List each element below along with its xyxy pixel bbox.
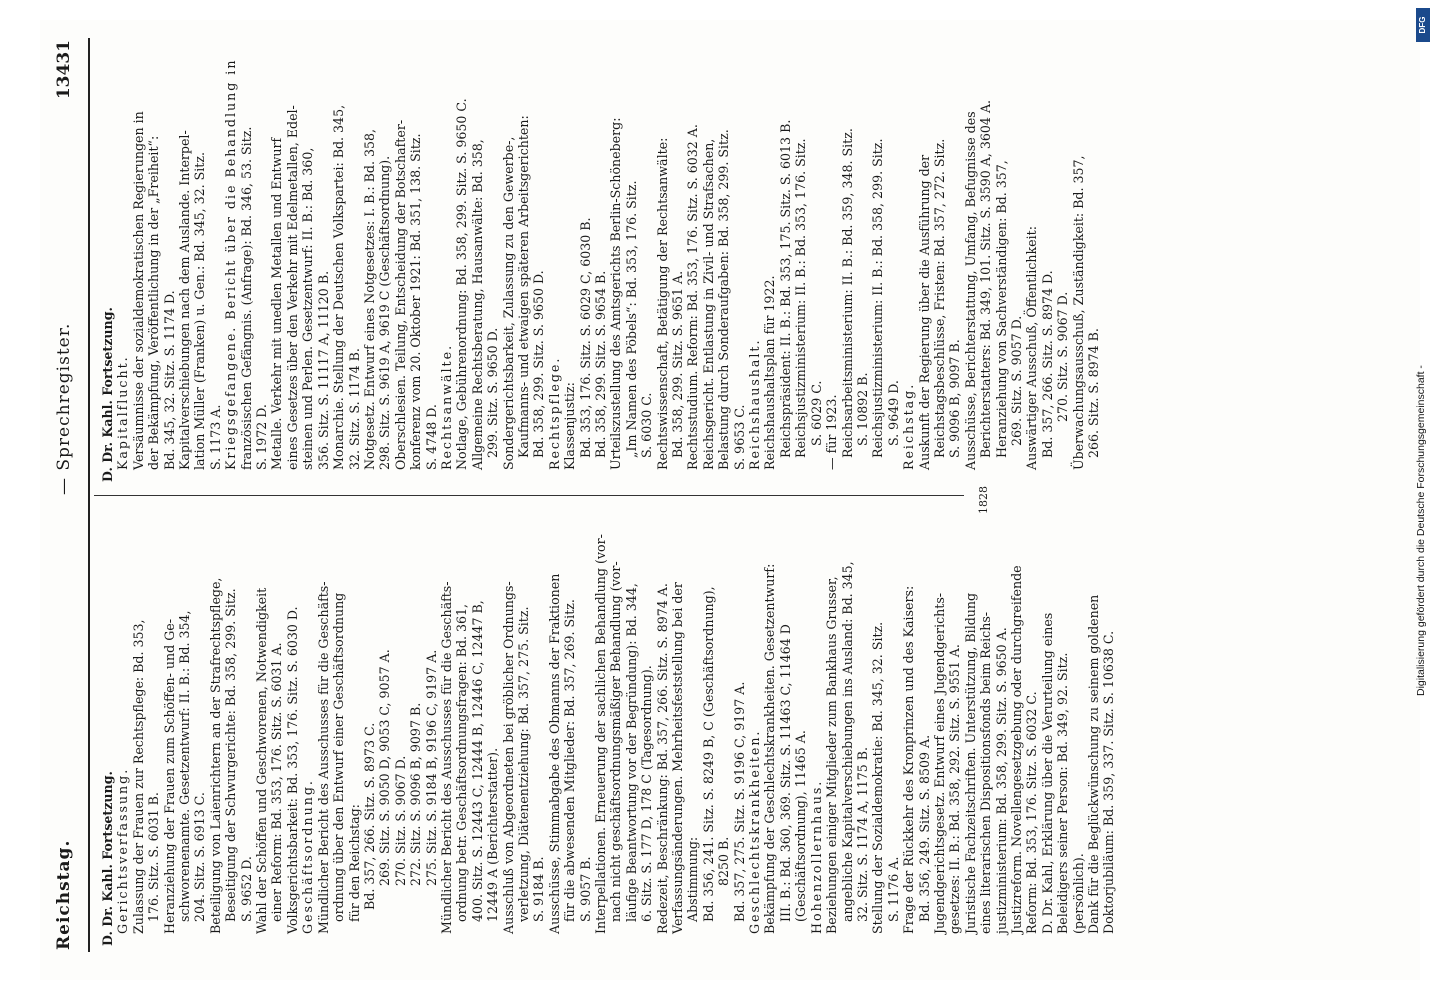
register-entry-line: Frage der Rückkehr des Kronprinzen und des Kaisers: bbox=[901, 585, 917, 934]
register-entry-line: S. 9653 C. bbox=[731, 404, 747, 470]
register-entry-line: Mündlicher Bericht des Ausschusses für die Geschäfts- bbox=[315, 581, 331, 934]
register-entry-line: 266. Sitz. S. 8974 B. bbox=[1086, 328, 1101, 458]
register-entry-line: Bd. 358, 299. Sitz. S. 9651 A. bbox=[670, 270, 686, 458]
register-entry-line: Metalle. Verkehr mit unedlen Metallen und Entwurf bbox=[269, 137, 285, 470]
register-entry-line: Reform: Bd. 353, 176. Sitz. S. 6032 C. bbox=[1024, 691, 1040, 934]
register-entry-line: 299. Sitz. S. 9650 D. bbox=[485, 327, 501, 458]
register-entry-line: Heranziehung von Sachverständigen: Bd. 357, bbox=[993, 160, 1009, 458]
digitization-note bbox=[1408, 6, 1430, 696]
register-entry-line: Bd. 358, 299. Sitz. S. 9654 B. bbox=[593, 270, 608, 458]
register-entry-line: Hohenzollernhaus. bbox=[808, 779, 824, 934]
register-entry-line: 269. Sitz. S. 9057 D. bbox=[1008, 315, 1024, 446]
register-entry-line: Jugendgerichtsgesetz. Entwurf eines Jugendgerichts- bbox=[931, 592, 947, 934]
register-entry-line: Kriegsgefangene. Bericht über die Behandlung in bbox=[223, 58, 239, 470]
register-entry-line: D. Dr. Kahl. Fortsetzung. bbox=[100, 771, 115, 946]
register-entry-line: Kaufmanns- und etwaigen späteren Arbeitsgerichten: bbox=[515, 115, 531, 458]
column-divider bbox=[94, 495, 964, 496]
register-entry-line: 32. Sitz. S. 1174 A, 1175 B. bbox=[854, 746, 870, 922]
register-entry-line: S. 6030 C. bbox=[639, 392, 655, 458]
register-entry-line: Kapitalverschiebungen nach dem Auslande. Interpel- bbox=[177, 130, 193, 470]
register-entry-line: Reichsarbeitsministerium: II. B.: Bd. 359, 348. Sitz. bbox=[839, 128, 855, 458]
register-entry-line: 176. Sitz. S. 6031 B. bbox=[146, 792, 162, 922]
register-entry-line: konferenz vom 20. Oktober 1921: Bd. 351, 138. Sitz. bbox=[408, 133, 424, 470]
register-entry-line: Reichstag. bbox=[901, 382, 917, 470]
register-entry-line: Überwachungsausschuß, Zuständigkeit: Bd. 357, bbox=[1070, 155, 1086, 470]
register-entry-line: S. 9057 B. bbox=[577, 856, 593, 922]
register-entry-line: Reichsjustizministerium: II. B.: Bd. 353, 176. Sitz. bbox=[793, 138, 809, 458]
register-entry-line: 204. Sitz. S. 6913 C. bbox=[192, 792, 208, 922]
register-entry-line: einer Reform: Bd. 353, 176. Sitz. S. 6031 A. bbox=[269, 642, 285, 922]
register-entry-line: Zulassung der Frauen zur Rechtspflege: Bd. 353, bbox=[130, 619, 146, 934]
register-entry-line: S. 9649 D. bbox=[885, 380, 901, 446]
register-entry-line: französischen Gefängnis. (Anfrage): Bd. 346, 53. Sitz. bbox=[238, 126, 254, 470]
register-entry-line: Kapitalflucht. bbox=[115, 355, 131, 470]
register-entry-line: Berichterstatters: Bd. 349, 101. Sitz. S. 3590 A, 3604 A. bbox=[978, 99, 994, 458]
register-entry-line: (persönlich). bbox=[1070, 853, 1086, 934]
register-entry-line: Ausschüsse, Berichterstattung, Umfang, Befugnisse des bbox=[962, 111, 978, 470]
register-entry-line: 12449 A (Berichterstatter). bbox=[485, 747, 501, 922]
register-entry-line: Beleidigers seiner Person: Bd. 349, 92. Sitz. bbox=[1055, 652, 1071, 934]
register-entry-line: Wahl der Schöffen und Geschworenen, Notwendigkeit bbox=[254, 587, 270, 934]
register-entry-line: 400. Sitz. S. 12443 C, 12444 B, 12446 C, 12447 B, bbox=[469, 600, 485, 922]
register-entry-line: lation Müller (Franken) u. Gen.: Bd. 345, 32. Sitz. bbox=[192, 151, 208, 470]
footer-number: 1828 bbox=[977, 486, 990, 514]
register-entry-line: Heranziehung der Frauen zum Schöffen- und Ge- bbox=[161, 619, 177, 934]
register-entry-line: Notlage, Gebührenordnung: Bd. 358, 299. Sitz. S. 9650 C. bbox=[454, 98, 470, 470]
register-entry-line: Reichshaushaltsplan für 1922. bbox=[762, 275, 778, 470]
register-entry-line: Sondergerichtsbarkeit, Zulassung zu den Gewerbe-, bbox=[500, 136, 516, 470]
register-entry-line: Beteiligung von Laienrichtern an der Strafrechtspflege, bbox=[207, 577, 223, 934]
register-entry-line: S. 1176 A. bbox=[885, 856, 901, 922]
register-entry-line: Urteilszustellung des Amtsgerichts Berlin-Schöneberg: bbox=[608, 117, 624, 470]
left-column bbox=[100, 506, 1117, 946]
header-rule bbox=[88, 38, 90, 952]
register-entry-line: ordnung über den Entwurf einer Geschäftsordnung bbox=[331, 592, 347, 922]
header-left: Reichstag. bbox=[54, 839, 74, 950]
register-entry-line: Bd. 357, 266. Sitz. S. 8973 C. bbox=[361, 722, 377, 910]
register-entry-line: Klassenjustiz: bbox=[562, 382, 578, 470]
register-entry-line: Mündlicher Bericht des Ausschusses für die Geschäfts- bbox=[438, 581, 454, 934]
register-entry-line: 298. Sitz. S. 9619 A, 9619 C (Geschäftsordnung). bbox=[377, 155, 393, 470]
register-entry-line: Juristische Fachzeitschriften. Unterstützung, Bildung bbox=[962, 592, 978, 934]
register-entry-line: Geschäftsordnung. bbox=[300, 779, 316, 934]
register-entry-line: schworenenamte. Gesetzentwurf: II. B.: Bd. 354, bbox=[177, 610, 193, 922]
register-entry-line: S. 1173 A. bbox=[207, 404, 223, 470]
register-entry-line: 356. Sitz. S. 11117 A, 11120 B. bbox=[315, 270, 331, 470]
register-entry-line: Abstimmung: bbox=[685, 836, 701, 922]
register-page bbox=[40, 20, 1420, 980]
register-entry-line: Ausschluß von Abgeordneten bei gröblicher Ordnungs- bbox=[500, 581, 516, 934]
register-entry-line: Interpellationen. Erneuerung der sachlichen Behandlung (vor- bbox=[593, 534, 608, 934]
right-column bbox=[100, 42, 1101, 482]
register-entry-line: Reichsjustizministerium: II. B.: Bd. 358, 299. Sitz. bbox=[870, 138, 886, 458]
register-entry-line: für den Reichstag: bbox=[346, 804, 362, 922]
register-entry-line: Bd. 356, 249. Sitz. S. 8509 A. bbox=[916, 734, 932, 922]
register-entry-line: Dank für die Beglückwünschung zu seinem goldenen bbox=[1086, 594, 1101, 934]
register-entry-line: eines Gesetzes über den Verkehr mit Edelmetallen, Edel- bbox=[284, 105, 300, 470]
register-entry-line: Rechtsstudium. Reform: Bd. 353, 176. Sitz. S. 6032 A. bbox=[685, 124, 701, 470]
register-entry-line: Bd. 358, 299. Sitz. S. 9650 D. bbox=[531, 270, 547, 458]
register-entry-line: III. B.: Bd. 360, 369. Sitz. S. 11463 C, 11464 D bbox=[777, 624, 793, 922]
register-entry-line: Justizreform. Novellengesetzgebung oder durchgreifende bbox=[1008, 565, 1024, 934]
register-entry-line: Rechtswissenschaft, Betätigung der Rechtsanwälte: bbox=[654, 137, 670, 470]
register-entry-line: 275. Sitz. S. 9184 B, 9196 C, 9197 A. bbox=[423, 649, 439, 886]
register-entry-line: Versäumnisse der sozialdemokratischen Regierungen in bbox=[130, 111, 146, 470]
register-entry-line: S. 10892 B. bbox=[854, 372, 870, 446]
register-entry-line: der Bekämpfung, Veröffentlichung in der „Freiheit“: bbox=[146, 135, 162, 470]
page-number: 13431 bbox=[54, 40, 74, 100]
register-entry-line: 32. Sitz. S. 1174 B. bbox=[346, 348, 362, 470]
register-entry-line: ordnung betr. Geschäftsordnungsfragen: Bd. 361, bbox=[454, 603, 470, 922]
register-entry-line: „Im Namen des Pöbels“: Bd. 353, 176. Sitz. bbox=[623, 180, 639, 458]
register-entry-line: S. 9184 B. bbox=[531, 856, 547, 922]
register-entry-line: Reichstagsbeschlüsse, Fristen: Bd. 357, 272. Sitz. bbox=[931, 138, 947, 458]
register-entry-line: Belastung durch Sonderaufgaben: Bd. 358, 299. Sitz. bbox=[716, 129, 732, 470]
register-entry-line: Stellung der Sozialdemokratie: Bd. 345, 32. Sitz. bbox=[870, 621, 886, 934]
register-entry-line: Bd. 357, 275. Sitz. S. 9196 C, 9197 A. bbox=[731, 681, 747, 922]
register-entry-line: Beseitigung der Schwurgerichte: Bd. 358, 299. Sitz. bbox=[223, 588, 239, 922]
register-entry-line: (Geschäftsordnung), 11465 A. bbox=[793, 730, 809, 922]
register-entry-line: Rechtspflege. bbox=[546, 356, 562, 470]
register-entry-line: 6. Sitz. S. 177 D, 178 C (Tagesordnung). bbox=[639, 665, 655, 922]
register-entry-line: Reichshaushalt. bbox=[747, 338, 763, 470]
register-entry-line: 270. Sitz. S. 9067 D. bbox=[1055, 291, 1071, 422]
register-entry-line: Allgemeine Rechtsberatung, Hausanwälte: Bd. 358, bbox=[469, 139, 485, 470]
register-entry-line: läufige Beantwortung vor der Begründung): Bd. 344, bbox=[623, 583, 639, 922]
register-entry-line: Redezeit, Beschränkung: Bd. 357, 266. Sitz. S. 8974 A. bbox=[654, 583, 670, 934]
register-entry-line: S. 4748 D. bbox=[423, 404, 439, 470]
register-entry-line: 269. Sitz. S. 9050 D, 9053 C, 9057 A. bbox=[377, 649, 393, 886]
header-dash: — bbox=[54, 477, 74, 495]
register-entry-line: — für 1923. bbox=[824, 394, 840, 470]
register-entry-line: 270. Sitz. S. 9067 D. bbox=[392, 755, 408, 886]
register-entry-line: justizministerium: Bd. 358, 299. Sitz. S. 9650 A. bbox=[993, 627, 1009, 934]
register-entry-line: Ausschüsse, Stimmabgabe des Obmanns der Fraktionen bbox=[546, 573, 562, 934]
register-entry-line: gesetzes: II. B.: Bd. 358, 292. Sitz. S. 9551 A. bbox=[947, 644, 963, 934]
dfg-logo-text: DFG bbox=[1418, 16, 1427, 34]
register-entry-line: Notgesetz. Entwurf eines Notgesetzes: I. B.: Bd. 358, bbox=[361, 128, 377, 470]
register-entry-line: verletzung, Diätenentziehung: Bd. 357, 275. Sitz. bbox=[515, 606, 531, 922]
register-entry-line: angebliche Kapitalverschiebungen ins Ausland: Bd. 345, bbox=[839, 561, 855, 922]
register-entry-line: Bekämpfung der Geschlechtskrankheiten. Gesetzentwurf: bbox=[762, 563, 778, 934]
register-entry-line: 8250 B. bbox=[716, 836, 732, 886]
register-entry-line: steinen und Perlen. Gesetzentwurf: II. B.: Bd. 360, bbox=[300, 147, 316, 470]
digitization-text: Digitalisierung gefördert durch die Deutsche Forschungsgemeinschaft - bbox=[1415, 365, 1427, 696]
register-entry-line: Reichspräsident: II. B.: Bd. 353, 175. Sitz. S. 6013 B. bbox=[777, 119, 793, 458]
register-entry-line: Auskunft der Regierung über die Ausführung der bbox=[916, 154, 932, 470]
register-entry-line: Monarchie. Stellung der Deutschen Volkspartei: Bd. 345, bbox=[331, 104, 347, 470]
register-entry-line: S. 1972 D. bbox=[254, 404, 270, 470]
register-entry-line: Bd. 345, 32. Sitz. S. 1174 D. bbox=[161, 290, 177, 470]
register-entry-line: S. 6029 C. bbox=[808, 380, 824, 446]
register-entry-line: Auswärtiger Ausschuß, Öffentlichkeit: bbox=[1024, 226, 1040, 470]
register-entry-line: Geschlechtskrankheiten. bbox=[747, 729, 763, 934]
register-entry-line: für die abwesenden Mitglieder: Bd. 357, 269. Sitz. bbox=[562, 599, 578, 922]
register-entry-line: Volksgerichtsbarkeit: Bd. 353, 176. Sitz. S. 6030 D. bbox=[284, 606, 300, 934]
register-entry-line: Oberschlesien. Teilung, Entscheidung der Botschafter- bbox=[392, 119, 408, 470]
register-entry-line: D. Dr. Kahl. Fortsetzung. bbox=[100, 307, 115, 482]
header-middle: Sprechregister. bbox=[54, 322, 74, 471]
page-header bbox=[40, 40, 88, 950]
register-entry-line: Gerichtsverfassung. bbox=[115, 767, 131, 934]
register-entry-line: Bd. 353, 176. Sitz. S. 6029 C, 6030 B. bbox=[577, 217, 593, 458]
register-entry-line: 272. Sitz. S. 9096 B, 9097 B. bbox=[408, 702, 424, 886]
register-entry-line: D. Dr. Kahl, Erklärung über die Verurteilung eines bbox=[1039, 612, 1055, 934]
register-entry-line: Rechtsanwälte. bbox=[438, 343, 454, 470]
register-entry-line: Doktorjubiläum: Bd. 359, 337. Sitz. S. 10638 C. bbox=[1101, 630, 1117, 934]
register-entry-line: eines literarischen Dispositionsfonds beim Reichs- bbox=[978, 611, 994, 934]
register-entry-line: Reichsgericht. Entlastung in Zivil- und Strafsachen, bbox=[700, 138, 716, 470]
register-entry-line: nach nicht geschäftsordnungsmäßiger Behandlung (vor- bbox=[608, 561, 624, 922]
dfg-logo bbox=[1416, 8, 1430, 42]
register-entry-line: S. 9096 B, 9097 B. bbox=[947, 339, 963, 458]
register-entry-line: Verfassungsänderungen. Mehrheitsfeststellung bei der bbox=[670, 582, 686, 934]
register-entry-line: Bd. 357, 266. Sitz. S. 8974 D. bbox=[1039, 270, 1055, 458]
register-entry-line: Bd. 356, 241. Sitz. S. 8249 B, C (Geschäftsordnung), bbox=[700, 586, 716, 922]
register-entry-line: Beziehungen einiger Mitglieder zum Bankhaus Grusser, bbox=[824, 576, 840, 934]
register-entry-line: S. 9652 D. bbox=[238, 856, 254, 922]
header-title bbox=[54, 323, 74, 495]
